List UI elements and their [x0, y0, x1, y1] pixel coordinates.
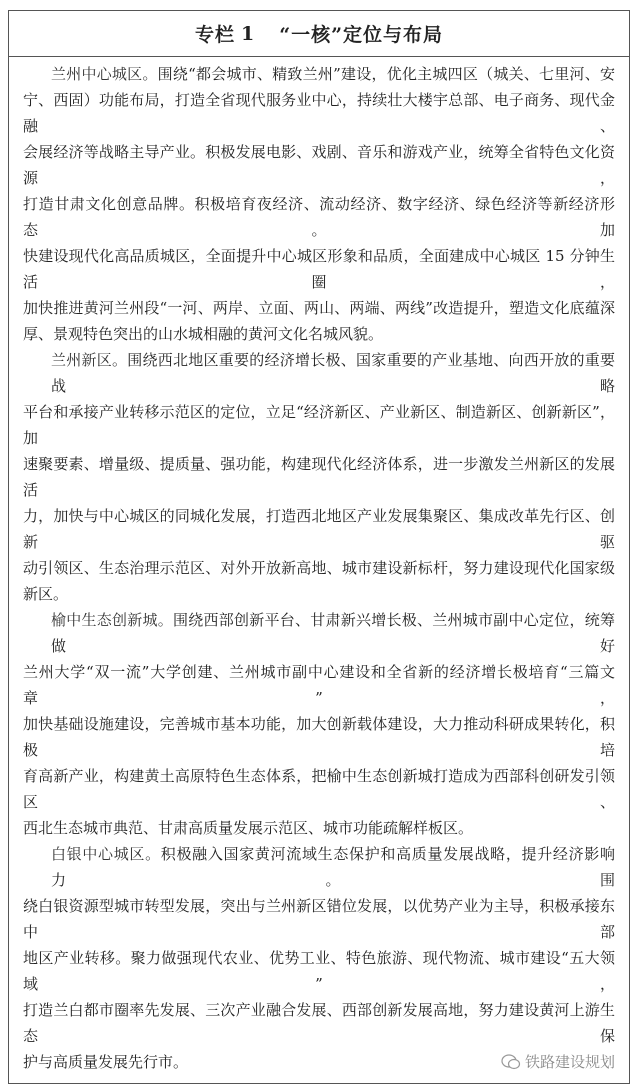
paragraph-lead: 兰州新区。 [51, 351, 128, 369]
title-prefix: 专栏 [194, 24, 235, 46]
line-text: 育高新产业，构建黄土高原特色生态体系，把榆中生态创新城打造成为西部科创研发引领区、 [23, 767, 615, 811]
line-text: 围绕西部创新平台、甘肃新兴增长极、兰州城市副中心定位，统筹做好 [51, 611, 615, 655]
wechat-icon [501, 1053, 521, 1071]
watermark-text: 铁路建设规划 [524, 1053, 615, 1071]
paragraph-line [23, 1049, 615, 1075]
line-text: 速聚要素、增量级、提质量、强功能，构建现代化经济体系，进一步激发兰州新区的发展活 [23, 455, 615, 499]
line-content [23, 455, 615, 499]
paragraph-line [23, 997, 615, 1049]
line-text: 地区产业转移。聚力做强现代农业、优势工业、特色旅游、现代物流、城市建设“五大领域”， [23, 949, 615, 993]
title-number: 1 [240, 22, 256, 45]
line-content [23, 325, 383, 343]
paragraph-line [23, 841, 615, 893]
paragraph-lead: 兰州中心城区。 [51, 65, 158, 83]
line-content [23, 897, 615, 941]
line-content [23, 299, 615, 317]
line-content [23, 559, 615, 603]
line-content [23, 247, 615, 291]
line-text: 宁、西固）功能布局，打造全省现代服务业中心，持续壮大楼宇总部、电子商务、现代金融、 [23, 91, 615, 135]
paragraph-line [23, 893, 615, 945]
line-content [51, 65, 615, 83]
paragraph-line [23, 815, 615, 841]
paragraph-lead: 白银中心城区。 [51, 845, 161, 863]
line-content [51, 845, 615, 889]
line-content [23, 1049, 188, 1075]
line-content [23, 819, 473, 837]
paragraph-line [23, 295, 615, 321]
paragraph-line [23, 347, 615, 399]
line-text: 护与高质量发展先行市。 [23, 1053, 189, 1071]
paragraph-line [23, 659, 615, 711]
line-content [23, 663, 615, 707]
paragraph-line [23, 503, 615, 555]
line-text: 加快推进黄河兰州段“一河、两岸、立面、两山、两端、两线”改造提升，塑造文化底蕴深 [23, 299, 615, 317]
paragraph-line [23, 191, 615, 243]
line-content [23, 949, 615, 993]
line-content [23, 195, 615, 239]
line-content [23, 91, 615, 135]
watermark [501, 1049, 615, 1075]
line-text: 西北生态城市典范、甘肃高质量发展示范区、城市功能疏解样板区。 [23, 819, 474, 837]
line-text: 兰州大学“双一流”大学创建、兰州城市副中心建设和全省新的经济增长极培育“三篇文章”， [23, 663, 615, 707]
line-text: 动引领区、生态治理示范区、对外开放新高地、城市建设新标杆，努力建设现代化国家级新区。 [23, 559, 615, 603]
line-text: 打造兰白都市圈率先发展、三次产业融合发展、西部创新发展高地，努力建设黄河上游生态保 [23, 1001, 615, 1045]
box-title [9, 11, 629, 57]
line-content [23, 767, 615, 811]
title-text: “一核”定位与布局 [279, 24, 444, 46]
paragraph-line [23, 399, 615, 451]
line-text: 平台和承接产业转移示范区的定位，立足“经济新区、产业新区、制造新区、创新新区”，加 [23, 403, 615, 447]
line-text: 快建设现代化高品质城区，全面提升中心城区形象和品质，全面建成中心城区 15 分钟生活圈， [23, 247, 615, 291]
line-content [23, 715, 615, 759]
paragraph-lead: 榆中生态创新城。 [51, 611, 173, 629]
paragraph-line [23, 61, 615, 87]
line-text: 围绕“都会城市、精致兰州”建设，优化主城四区（城关、七里河、安 [157, 65, 615, 83]
line-content [23, 507, 615, 551]
line-content [23, 403, 615, 447]
line-text: 会展经济等战略主导产业。积极发展电影、戏剧、音乐和游戏产业，统筹全省特色文化资源， [23, 143, 615, 187]
line-text: 围绕西北地区重要的经济增长极、国家重要的产业基地、向西开放的重要战略 [51, 351, 615, 395]
line-content [23, 143, 615, 187]
paragraph-line [23, 711, 615, 763]
paragraph-line [23, 321, 615, 347]
paragraph-line [23, 607, 615, 659]
paragraph-line [23, 451, 615, 503]
line-text: 厚、景观特色突出的山水城相融的黄河文化名城风貌。 [23, 325, 384, 343]
paragraph-line [23, 555, 615, 607]
line-text: 打造甘肃文化创意品牌。积极培育夜经济、流动经济、数字经济、绿色经济等新经济形态。加 [23, 195, 615, 239]
paragraph-line [23, 243, 615, 295]
paragraph-line [23, 87, 615, 139]
feature-box [8, 10, 630, 1084]
line-text: 加快基础设施建设，完善城市基本功能，加大创新载体建设，大力推动科研成果转化，积极培 [23, 715, 615, 759]
box-body [9, 57, 629, 1075]
paragraph-line [23, 945, 615, 997]
line-content [51, 351, 615, 395]
line-text: 力，加快与中心城区的同城化发展，打造西北地区产业发展集聚区、集成改革先行区、创新驱 [23, 507, 615, 551]
paragraph-line [23, 139, 615, 191]
paragraph-line [23, 763, 615, 815]
line-text: 积极融入国家黄河流域生态保护和高质量发展战略，提升经济影响力。围 [51, 845, 615, 889]
line-content [23, 1001, 615, 1045]
line-text: 绕白银资源型城市转型发展，突出与兰州新区错位发展，以优势产业为主导，积极承接东中部 [23, 897, 615, 941]
